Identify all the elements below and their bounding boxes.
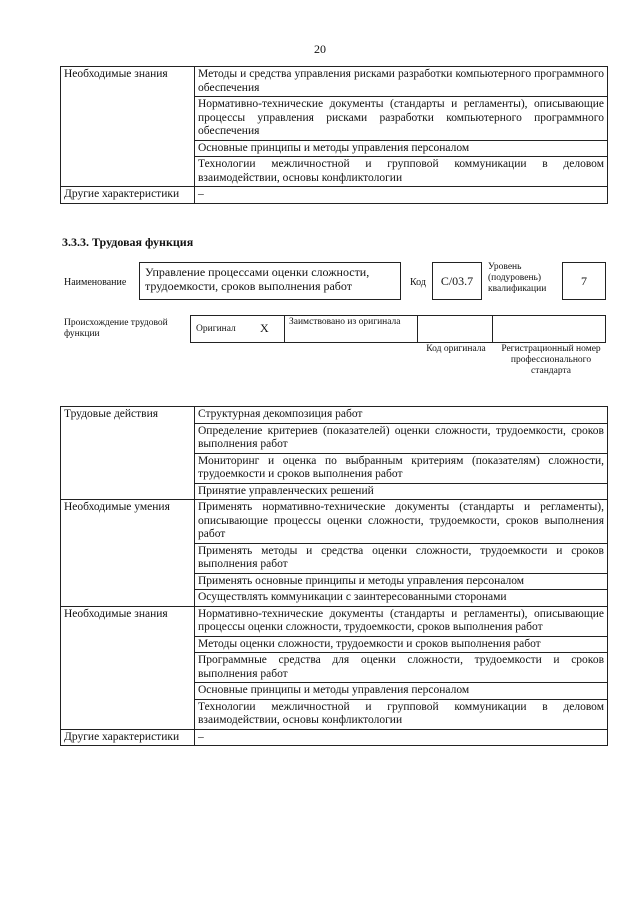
row-item: Применять нормативно-технические документы (стандарты и регламенты), описывающие процессы оценки сложности, трудоемкости, сроков выполнения работ (195, 500, 608, 544)
code-label: Код (410, 277, 426, 288)
code-value: C/03.7 (440, 274, 474, 288)
level-label: Уровень (подуровень) квалификации (488, 262, 547, 294)
table-row (61, 67, 608, 97)
row-label: Другие характеристики (61, 729, 195, 746)
row-label: Необходимые умения (61, 500, 195, 607)
row-item: Мониторинг и оценка по выбранным критериям (показателям) сложности, трудоемкости и сроков выполнения работ (195, 453, 608, 483)
level-box (562, 262, 606, 300)
row-item: Нормативно-технические документы (стандарты и регламенты), описывающие процессы оценки сложности, трудоемкости, сроков выполнения работ (195, 606, 608, 636)
row-item: Основные принципы и методы управления персоналом (195, 140, 608, 157)
table-row (61, 500, 608, 544)
function-name-box (139, 262, 401, 300)
row-item: Технологии межличностной и групповой коммуникации в деловом взаимодействии, основы конфликтологии (195, 157, 608, 187)
row-item: Определение критериев (показателей) оценки сложности, трудоемкости, сроков выполнения работ (195, 423, 608, 453)
row-item: Технологии межличностной и групповой коммуникации в деловом взаимодействии, основы конфликтологии (195, 699, 608, 729)
row-label: Трудовые действия (61, 407, 195, 500)
row-item: Применять методы и средства оценки сложности, трудоемкости и сроков выполнения работ (195, 543, 608, 573)
row-label: Необходимые знания (61, 67, 195, 187)
row-item: Нормативно-технические документы (стандарты и регламенты), описывающие процессы управления рисками разработки компьютерного программного обеспечения (195, 97, 608, 141)
row-item: Методы и средства управления рисками разработки компьютерного программного обеспечения (195, 67, 608, 97)
borrowed-label: Заимствовано из оригинала (289, 317, 401, 327)
name-label: Наименование (64, 277, 127, 288)
row-item: – (195, 187, 608, 204)
code-box (432, 262, 482, 300)
page-number: 20 (314, 42, 326, 56)
row-item: – (195, 729, 608, 746)
origin-divider (417, 315, 418, 343)
original-mark: Х (260, 321, 269, 335)
row-item: Методы оценки сложности, трудоемкости и сроков выполнения работ (195, 636, 608, 653)
row-item: Программные средства для оценки сложности, трудоемкости и сроков выполнения работ (195, 653, 608, 683)
row-item: Основные принципы и методы управления персоналом (195, 683, 608, 700)
origin-label: Происхождение трудовой функции (64, 318, 168, 339)
origin-divider (492, 315, 493, 343)
function-name: Управление процессами оценки сложности, трудоемкости, сроков выполнения работ (145, 265, 370, 293)
row-label: Необходимые знания (61, 606, 195, 729)
section-heading: 3.3.3. Трудовая функция (62, 235, 194, 249)
table-row (61, 187, 608, 204)
table-row (61, 407, 608, 424)
row-item: Принятие управленческих решений (195, 483, 608, 500)
row-label: Другие характеристики (61, 187, 195, 204)
origin-divider (284, 315, 285, 343)
code-caption: Код оригинала (426, 344, 486, 354)
original-label: Оригинал (196, 324, 236, 334)
row-item: Структурная декомпозиция работ (195, 407, 608, 424)
table-row (61, 606, 608, 636)
row-item: Применять основные принципы и методы управления персоналом (195, 573, 608, 590)
row-item: Осуществлять коммуникации с заинтересованными сторонами (195, 590, 608, 607)
top-table (60, 66, 608, 204)
reg-caption: Регистрационный номер профессионального стандарта (501, 344, 601, 376)
level-value: 7 (581, 274, 587, 288)
table-row (61, 729, 608, 746)
main-table (60, 406, 608, 746)
